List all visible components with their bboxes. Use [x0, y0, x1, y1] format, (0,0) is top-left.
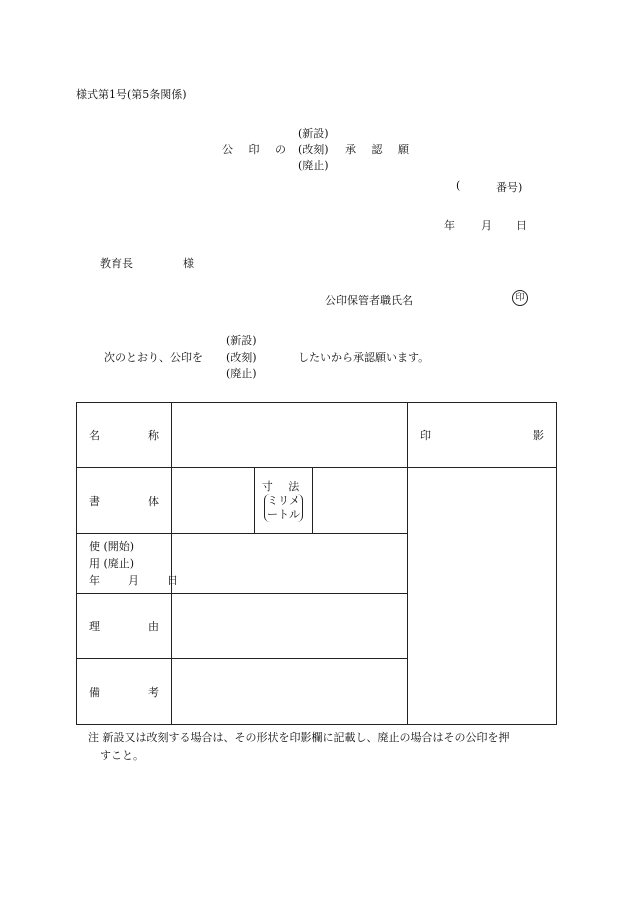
date-day: 日	[516, 219, 527, 232]
remarks-label-cell: 備 考	[77, 659, 172, 725]
title-option-recut: (改刻)	[298, 143, 329, 156]
size-unit-bracket: ミリメ ートル	[264, 494, 303, 522]
reason-label-cell: 理 由	[77, 594, 172, 659]
name-value-cell[interactable]	[172, 403, 408, 468]
body-option-abolish: (廃止)	[226, 367, 257, 380]
size-value-cell[interactable]	[313, 468, 408, 534]
body-option-new: (新設)	[226, 334, 257, 347]
size-label: 寸 法	[261, 480, 306, 493]
number-label: 番号)	[496, 181, 523, 194]
note-line-2: すこと。	[100, 749, 144, 762]
seal-icon: 印	[512, 290, 528, 306]
body-option-recut: (改刻)	[226, 351, 257, 364]
seal-impression-cell[interactable]	[408, 468, 557, 725]
number-open: (	[456, 179, 461, 192]
application-table	[76, 402, 557, 725]
form-number: 様式第1号(第5条関係)	[76, 88, 187, 101]
date-month: 月	[481, 219, 492, 232]
name-label-cell: 名 称	[77, 403, 172, 468]
note-line-1: 注 新設又は改刻する場合は、その形状を印影欄に記載し、廃止の場合はその公印を押	[88, 731, 510, 744]
date-year: 年	[444, 219, 455, 232]
size-label-cell	[255, 468, 313, 534]
title-prefix: 公 印 の	[222, 143, 292, 156]
title-option-abolish: (廃止)	[298, 159, 329, 172]
use-date-label-cell: 使 (開始) 用 (廃止) 年 月 日	[77, 534, 172, 594]
seal-label-cell: 印 影	[408, 403, 557, 468]
use-date-value-cell[interactable]	[172, 534, 408, 594]
applicant-label: 公印保管者職氏名	[325, 294, 413, 307]
addressee: 教育長	[100, 257, 133, 270]
row-name	[77, 403, 557, 468]
title-suffix: 承 認 願	[345, 143, 415, 156]
remarks-value-cell[interactable]	[172, 659, 408, 725]
honorific: 様	[183, 257, 194, 270]
row-font	[77, 468, 557, 534]
intro-text: 次のとおり、公印を	[104, 351, 203, 364]
font-label-cell: 書 体	[77, 468, 172, 534]
reason-value-cell[interactable]	[172, 594, 408, 659]
seal-mark	[512, 290, 528, 306]
title-option-new: (新設)	[298, 127, 329, 140]
closing-text: したいから承認願います。	[298, 351, 430, 364]
font-value-cell[interactable]	[172, 468, 255, 534]
